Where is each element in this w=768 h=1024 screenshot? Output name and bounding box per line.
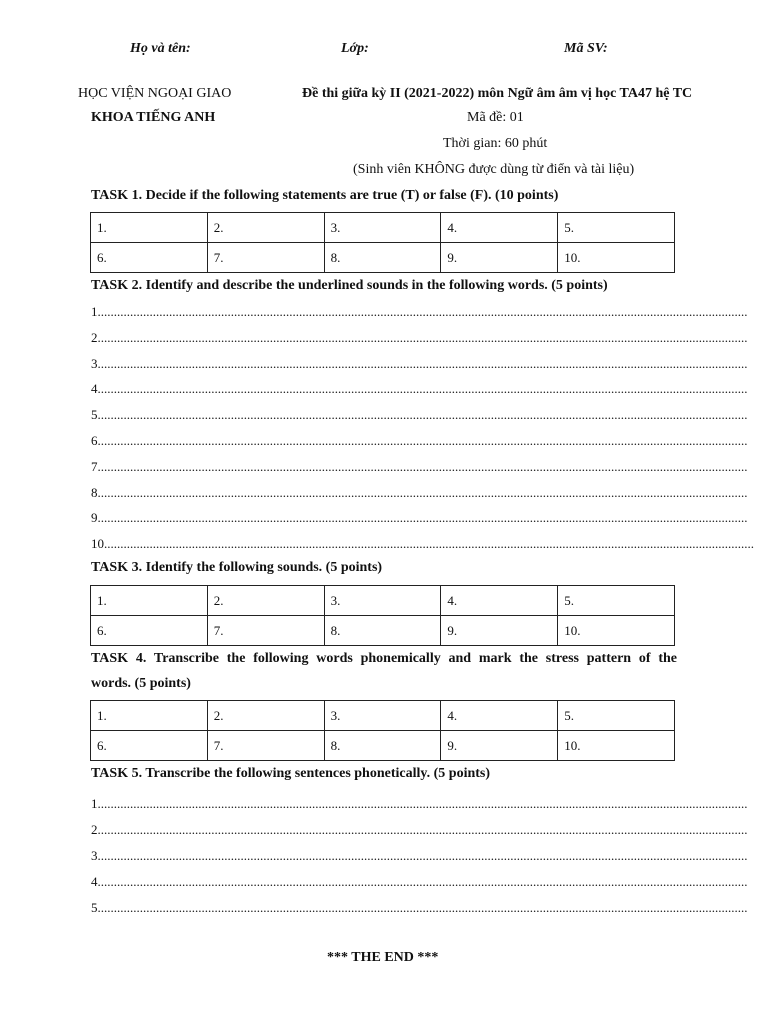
answer-cell[interactable]: 3. [324,586,441,616]
answer-cell[interactable]: 5. [558,586,675,616]
answer-cell[interactable]: 1. [91,213,208,243]
answer-line[interactable] [91,407,748,423]
institution-name: HỌC VIỆN NGOẠI GIAO [78,86,232,101]
answer-line[interactable] [91,484,748,501]
answer-line-number: 7 [91,458,98,474]
task1-title: TASK 1. Decide if the following statements are true (T) or false (F). (10 points) [91,188,559,203]
dotted-fill: ........................................................................................................................................................................................................ [97,848,748,863]
answer-line-number: 4 [91,874,98,889]
answer-cell[interactable]: 4. [441,701,558,731]
exam-title: Đề thi giữa kỳ II (2021-2022) môn Ngữ âm âm vị học TA47 hệ TC [302,86,693,101]
dotted-fill: ........................................................................................................................................................................................................ [97,329,748,345]
answer-line[interactable] [91,874,748,890]
faculty-name: KHOA TIẾNG ANH [91,110,216,125]
student-id-label: Mã SV: [564,41,608,56]
dotted-fill: ........................................................................................................................................................................................................ [97,433,748,448]
answer-line[interactable] [91,355,748,372]
answer-line[interactable] [91,510,748,526]
task2-title: TASK 2. Identify and describe the underlined sounds in the following words. (5 points) [91,278,608,293]
table-row [91,243,675,273]
answer-cell[interactable]: 9. [441,616,558,646]
class-label: Lớp: [341,41,369,56]
answer-cell[interactable]: 9. [441,731,558,761]
dotted-fill: ........................................................................................................................................................................................................ [97,510,748,526]
answer-cell[interactable]: 4. [441,213,558,243]
dotted-fill: ........................................................................................................................................................................................................ [97,900,748,915]
table-row [91,731,675,761]
answer-cell[interactable]: 8. [324,616,441,646]
task4-answer-table [90,700,675,761]
answer-line[interactable] [91,458,748,475]
answer-cell[interactable]: 9. [441,243,558,273]
answer-cell[interactable]: 5. [558,213,675,243]
answer-cell[interactable]: 2. [207,701,324,731]
answer-line[interactable] [91,381,748,397]
answer-cell[interactable]: 4. [441,586,558,616]
name-label: Họ và tên: [130,41,191,56]
task1-answer-table [90,212,675,273]
answer-cell[interactable]: 7. [207,616,324,646]
answer-line[interactable] [91,304,748,320]
answer-cell[interactable]: 5. [558,701,675,731]
answer-line-number: 5 [91,407,98,423]
answer-line-number: 6 [91,433,98,448]
table-row [91,586,675,616]
dotted-fill: ........................................................................................................................................................................................................ [97,484,748,500]
dotted-fill: ........................................................................................................................................................................................................ [104,536,754,552]
answer-cell[interactable]: 10. [558,731,675,761]
answer-line-number: 10 [91,536,104,552]
answer-line-number: 3 [91,848,98,863]
answer-cell[interactable]: 6. [91,616,208,646]
table-row [91,213,675,243]
answer-line-number: 3 [91,355,98,371]
dotted-fill: ........................................................................................................................................................................................................ [97,355,748,371]
answer-cell[interactable]: 2. [207,586,324,616]
answer-line-number: 1 [91,796,98,811]
answer-cell[interactable]: 7. [207,731,324,761]
answer-cell[interactable]: 10. [558,243,675,273]
answer-line[interactable] [91,329,748,346]
answer-cell[interactable]: 6. [91,731,208,761]
task3-title: TASK 3. Identify the following sounds. (5 points) [91,560,383,575]
answer-line-number: 8 [91,484,98,500]
task5-title: TASK 5. Transcribe the following sentences phonetically. (5 points) [91,766,491,781]
answer-line[interactable] [91,536,754,552]
answer-cell[interactable]: 6. [91,243,208,273]
task4-title-line2: words. (5 points) [91,676,191,691]
answer-cell[interactable]: 7. [207,243,324,273]
end-marker: *** THE END *** [327,950,439,965]
exam-code: Mã đề: 01 [467,110,524,125]
dotted-fill: ........................................................................................................................................................................................................ [97,874,748,889]
answer-line[interactable] [91,822,748,838]
answer-line[interactable] [91,433,748,449]
dotted-fill: ........................................................................................................................................................................................................ [97,407,748,423]
dotted-fill: ........................................................................................................................................................................................................ [97,796,748,811]
answer-cell[interactable]: 1. [91,701,208,731]
answer-line-number: 4 [91,381,98,397]
answer-cell[interactable]: 3. [324,213,441,243]
answer-line[interactable] [91,848,748,864]
answer-line-number: 2 [91,822,98,837]
answer-cell[interactable]: 10. [558,616,675,646]
dotted-fill: ........................................................................................................................................................................................................ [97,304,748,319]
answer-cell[interactable]: 1. [91,586,208,616]
answer-cell[interactable]: 3. [324,701,441,731]
dotted-fill: ........................................................................................................................................................................................................ [97,381,748,397]
answer-cell[interactable]: 8. [324,731,441,761]
answer-line-number: 1 [91,304,98,319]
dotted-fill: ........................................................................................................................................................................................................ [97,458,748,474]
answer-line[interactable] [91,900,748,916]
exam-duration: Thời gian: 60 phút [443,136,548,151]
task4-title-line1: TASK 4. Transcribe the following words phonemically and mark the stress pattern of the [91,651,677,666]
table-row [91,616,675,646]
answer-line[interactable] [91,796,748,812]
dotted-fill: ........................................................................................................................................................................................................ [97,822,748,837]
answer-cell[interactable]: 2. [207,213,324,243]
answer-line-number: 2 [91,329,98,345]
answer-line-number: 9 [91,510,98,526]
answer-line-number: 5 [91,900,98,915]
task3-answer-table [90,585,675,646]
answer-cell[interactable]: 8. [324,243,441,273]
exam-note: (Sinh viên KHÔNG được dùng từ điển và tài liệu) [353,162,635,177]
table-row [91,701,675,731]
